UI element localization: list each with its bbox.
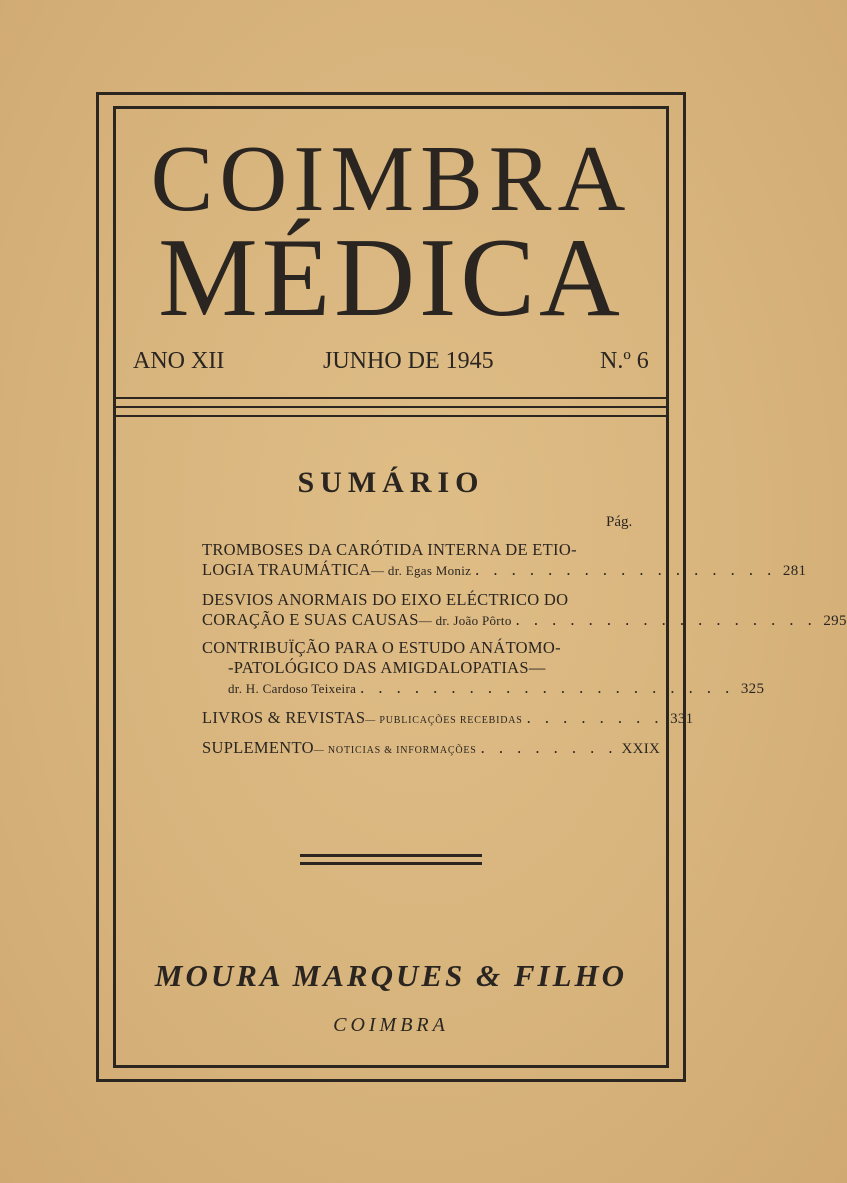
toc-entry-title: CORAÇÃO E SUAS CAUSAS [202,610,419,629]
dot-leader: . . . . . . . . . . . . . . . . . [475,560,777,579]
toc-entry-subtitle: — NOTICIAS & INFORMAÇÕES [313,745,477,756]
toc-entry-page: 331 [670,711,694,727]
toc-entry-page: 325 [740,681,765,697]
decorative-rule-bottom [300,862,482,865]
toc-entry-line [202,590,636,612]
toc-entry-line [202,638,636,660]
toc-entry-subtitle: — PUBLICAÇÕES RECEBIDAS [365,715,523,726]
toc-entry-line [202,658,636,680]
issue-year: ANO XII [133,348,225,374]
toc-entry-title: TROMBOSES DA CARÓTIDA INTERNA DE ETIO- [202,540,577,559]
toc-entry-line [202,738,661,760]
toc-entry-line [202,560,807,582]
toc-entry-page: XXIX [621,741,661,757]
toc-entry-line [202,540,636,562]
dot-leader: . . . . . . . . [480,738,618,757]
dot-leader: . . . . . . . . . . . . . . . . . . . . . [360,678,735,697]
title-medica: MÉDICA [158,216,624,340]
page-column-header: Pág. [606,514,633,530]
toc-entry-title: LIVROS & REVISTAS [202,708,366,727]
title-coimbra: COIMBRA [150,127,632,231]
toc-entry-title: LOGIA TRAUMÁTICA [202,560,372,579]
toc-entry-title: CONTRIBUÏÇÃO PARA O ESTUDO ANÁTOMO- [202,638,561,657]
toc-entry-page: 295 [823,613,847,629]
publisher-name: MOURA MARQUES & FILHO [154,958,628,993]
summary-heading: SUMÁRIO [297,466,485,499]
toc-entry-title: SUPLEMENTO [202,738,314,757]
header-rule-middle [116,406,666,408]
issue-date: JUNHO DE 1945 [323,348,494,374]
decorative-rule-top [300,854,482,857]
toc-entry-author: — dr. João Pôrto [418,613,512,628]
toc-entry-line [202,678,765,700]
dot-leader: . . . . . . . . . . . . . . . . . [515,610,817,629]
toc-entry-line [202,708,694,730]
header-rule-top [116,397,666,399]
toc-entry-author: dr. H. Cardoso Teixeira [228,681,357,696]
issue-number: N.º 6 [600,348,649,374]
toc-entry-author: — dr. Egas Moniz [371,563,472,578]
publisher-city: COIMBRA [333,1014,449,1036]
toc-entry-title: DESVIOS ANORMAIS DO EIXO ELÉCTRICO DO [202,590,569,609]
header-rule-bottom [116,415,666,417]
toc-entry-line [202,610,847,632]
toc-entry-page: 281 [782,563,807,579]
dot-leader: . . . . . . . . [526,708,664,727]
toc-entry-title: -PATOLÓGICO DAS AMIGDALOPATIAS— [228,658,546,677]
